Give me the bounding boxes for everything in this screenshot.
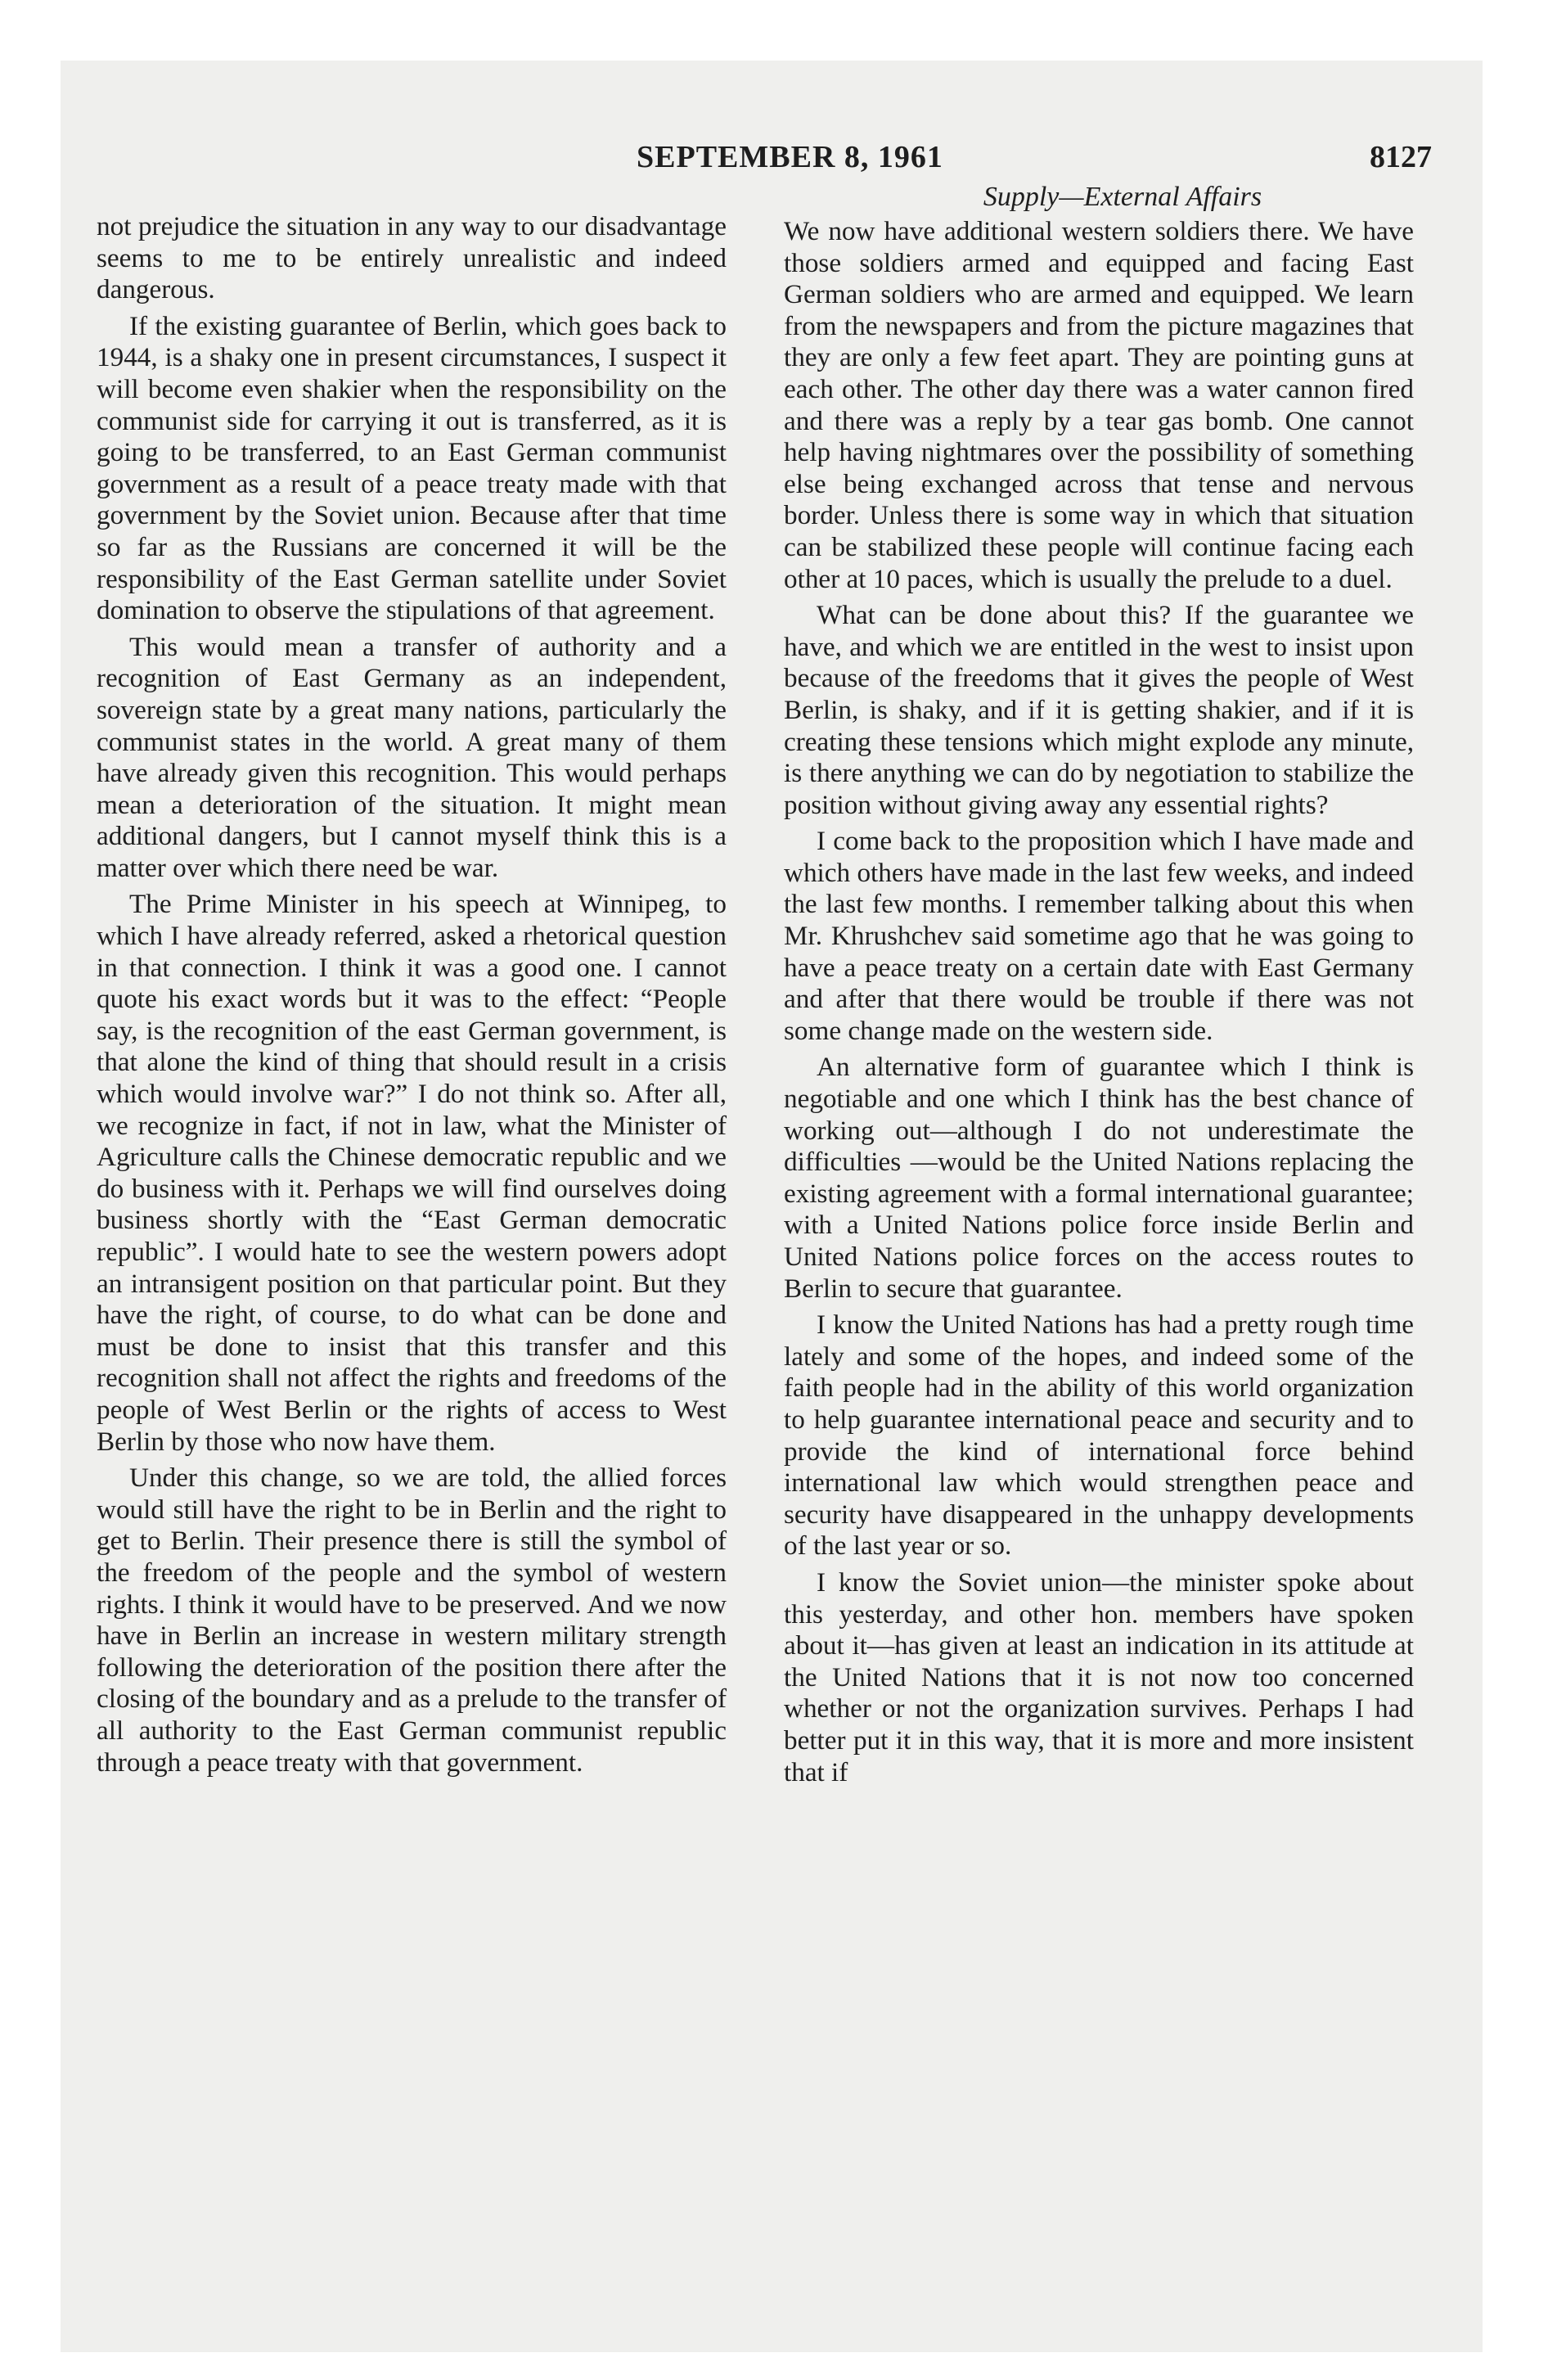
paragraph: What can be done about this? If the guarantee we have, and which we are entitled in the west to insist upon because of the freedoms that it gives the people of West Berlin, is shaky, and if it is getting shakier, and if it is creating these tensions which might explode any minute, is there anything we can do by negotiation to stabilize the position without giving away any essential rights? — [784, 600, 1414, 820]
paragraph: I know the United Nations has had a pretty rough time lately and some of the hopes, and indeed some of the faith people had in the ability of this world organization to help guarantee international peace and security and to provide the kind of international force behind international law which would strengthen peace and security have disappeared in the unhappy developments of the last year or so. — [784, 1309, 1414, 1562]
paragraph: I know the Soviet union—the minister spoke about this yesterday, and other hon. members have spoken about it—has given at least an indication in its attitude at the United Nations that it is not now too concerned whether or not the organization survives. Perhaps I had better put it in this way, that it is more and more insistent that if — [784, 1566, 1414, 1787]
left-column — [97, 211, 727, 1778]
document-page — [97, 139, 1432, 2202]
paragraph: This would mean a transfer of authority and a recognition of East Germany as an independent, sovereign state by a great many nations, particularly the communist states in the world. A great many of them have already given this recognition. This would perhaps mean a deterioration of the situation. It might mean additional dangers, but I cannot myself think this is a matter over which there need be war. — [97, 631, 727, 883]
header-date: SEPTEMBER 8, 1961 — [637, 140, 943, 174]
paragraph: The Prime Minister in his speech at Winnipeg, to which I have already referred, asked a rhetorical question in that connection. I think it was a good one. I cannot quote his exact words but it was to the effect: “People say, is the recognition of the east German government, is that alone the kind of thing that should result in a crisis which would involve war?” I do not think so. After all, we recognize in fact, if not in law, what the Minister of Agriculture calls the Chinese democratic republic and we do business with it. Perhaps we will find ourselves doing business shortly with the “East German democratic republic”. I would hate to see the western powers adopt an intransigent position on that particular point. But they have the right, of course, to do what can be done and must be done to insist that this transfer and this recognition shall not affect the rights and freedoms of the people of West Berlin or the rights of access to West Berlin by those who now have them. — [97, 889, 727, 1457]
paragraph: I come back to the proposition which I have made and which others have made in the last few weeks, and indeed the last few months. I remember talking about this when Mr. Khrushchev said sometime ago that he was going to have a peace treaty on a certain date with East Germany and after that there would be trouble if there was not some change made on the western side. — [784, 826, 1414, 1046]
paragraph: We now have additional western soldiers there. We have those soldiers armed and equipped and facing East German soldiers who are armed and equipped. We learn from the newspapers and from the picture magazines that they are only a few feet apart. They are pointing guns at each other. The other day there was a water cannon fired and there was a reply by a tear gas bomb. One cannot help having nightmares over the possibility of something else being exchanged across that tense and nervous border. Unless there is some way in which that situation can be stabilized these people will continue facing each other at 10 paces, which is usually the prelude to a duel. — [784, 216, 1414, 594]
right-column — [784, 216, 1414, 1788]
paragraph: If the existing guarantee of Berlin, which goes back to 1944, is a shaky one in present circumstances, I suspect it will become even shakier when the responsibility on the communist side for carrying it out is transferred, as it is going to be transferred, to an East German communist government as a result of a peace treaty made with that government by the Soviet union. Because after that time so far as the Russians are concerned it will be the responsibility of the East German satellite under Soviet domination to observe the stipulations of that agreement. — [97, 310, 727, 626]
paragraph: Under this change, so we are told, the allied forces would still have the right to be in Berlin and the right to get to Berlin. Their presence there is still the symbol of the freedom of the people and the symbol of western rights. I think it would have to be preserved. And we now have in Berlin an increase in western military strength following the deterioration of the position there after the closing of the boundary and as a prelude to the transfer of all authority to the East German communist republic through a peace treaty with that government. — [97, 1463, 727, 1778]
paragraph: An alternative form of guarantee which I think is negotiable and one which I think has the best chance of working out—although I do not underestimate the difficulties —would be the United Nations replacing the existing agreement with a formal international guarantee; with a United Nations police force inside Berlin and United Nations police forces on the access routes to Berlin to secure that guarantee. — [784, 1052, 1414, 1304]
page-header — [97, 139, 1432, 178]
section-subject: Supply—External Affairs — [983, 182, 1262, 212]
page-number: 8127 — [1370, 140, 1432, 174]
paragraph: not prejudice the situation in any way to our disadvantage seems to me to be entirely unrealistic and indeed dangerous. — [97, 211, 727, 305]
